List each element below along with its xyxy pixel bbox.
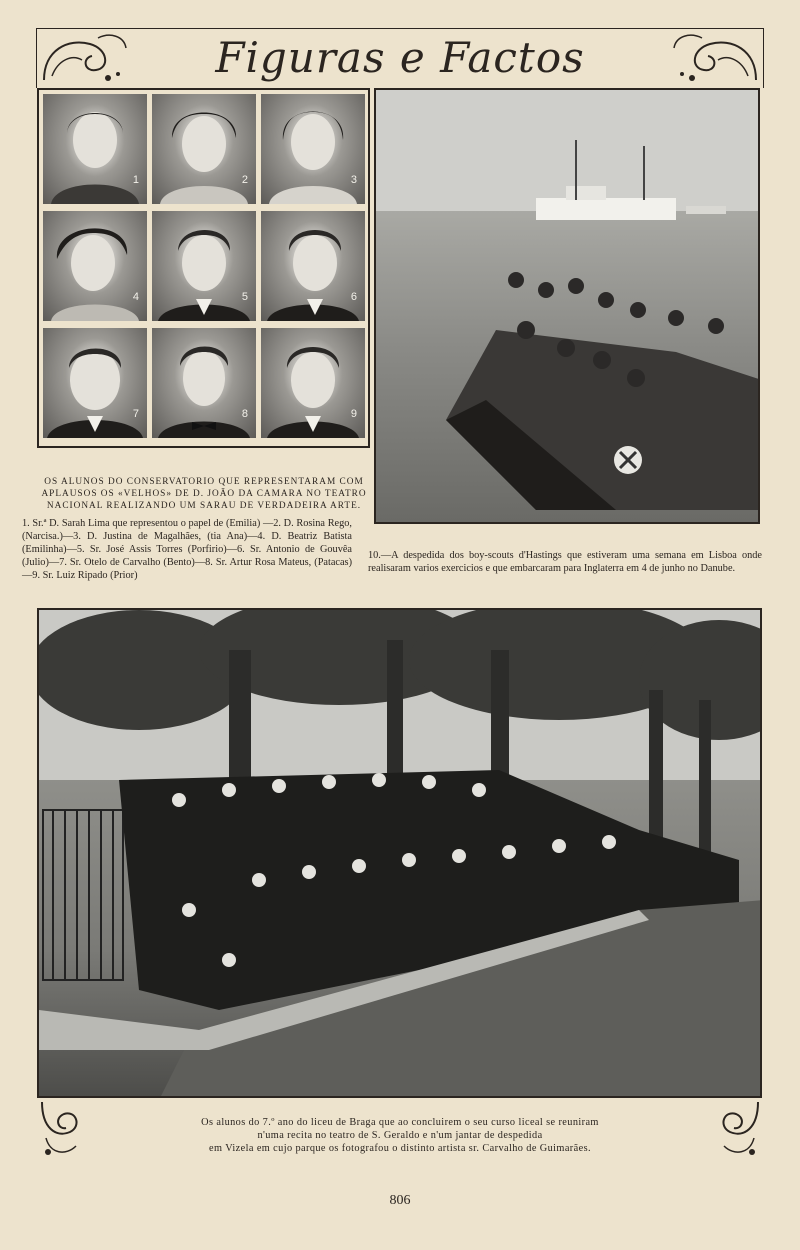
- portrait-grid: [37, 88, 370, 448]
- portrait-3: 3: [261, 94, 365, 204]
- portrait-1: 1: [43, 94, 147, 204]
- bottom-right-ornament-icon: [714, 1098, 764, 1160]
- conservatorio-heading: OS ALUNOS DO CONSERVATORIO QUE REPRESENTARAM COM APLAUSOS OS «VELHOS» DE D. JOÃO DA CAMARA NO TEATRO NACIONAL REALIZANDO UM SARAU DE VERDADEIRA ARTE.: [41, 477, 367, 511]
- braga-caption-line-1: Os alunos do 7.º ano do liceu de Braga que ao concluirem o seu curso liceal se reuniram: [201, 1117, 599, 1128]
- braga-caption: [100, 1116, 700, 1155]
- page-title: Figuras e Factos: [215, 33, 585, 82]
- portrait-6: 6: [261, 211, 365, 321]
- portrait-2: 2: [152, 94, 256, 204]
- left-ornament-icon: [38, 30, 130, 86]
- portrait-7: 7: [43, 328, 147, 438]
- page-header: [36, 28, 764, 90]
- portrait-4: 4: [43, 211, 147, 321]
- scouts-boat-photo: [374, 88, 760, 524]
- braga-students-photo: [37, 608, 762, 1098]
- bottom-left-ornament-icon: [36, 1098, 86, 1160]
- conservatorio-list: 1. Sr.ª D. Sarah Lima que representou o papel de (Emilia) —2. D. Rosina Rego, (Narcisa.)—3. D. Justina de Magalhães, (tia Ana)—4. D. Beatriz Batista (Emilinha)—5. Sr. José Assis Torres (Porfirio)—6. Sr. Antonio de Gouvêa (Julio)—7. Sr. Otelo de Carvalho (Bento)—8. Sr. Artur Rosa Mateus, (Patacas)—9. Sr. Luiz Ripado (Prior): [22, 518, 352, 581]
- right-ornament-icon: [670, 30, 762, 86]
- braga-caption-line-2: n'uma recita no teatro de S. Geraldo e n'um jantar de despedida: [257, 1130, 543, 1141]
- scouts-caption: 10.—A despedida dos boy-scouts d'Hastings que estiveram uma semana em Lisboa onde realisaram varios exercicios e que embarcaram para Inglaterra em 4 de junho no Danube.: [368, 550, 762, 574]
- braga-caption-line-3: em Vizela em cujo parque os fotografou o distinto artista sr. Carvalho de Guimarães.: [209, 1143, 591, 1154]
- portrait-9: 9: [261, 328, 365, 438]
- portrait-5: 5: [152, 211, 256, 321]
- portrait-8: 8: [152, 328, 256, 438]
- page-number: 806: [389, 1193, 411, 1208]
